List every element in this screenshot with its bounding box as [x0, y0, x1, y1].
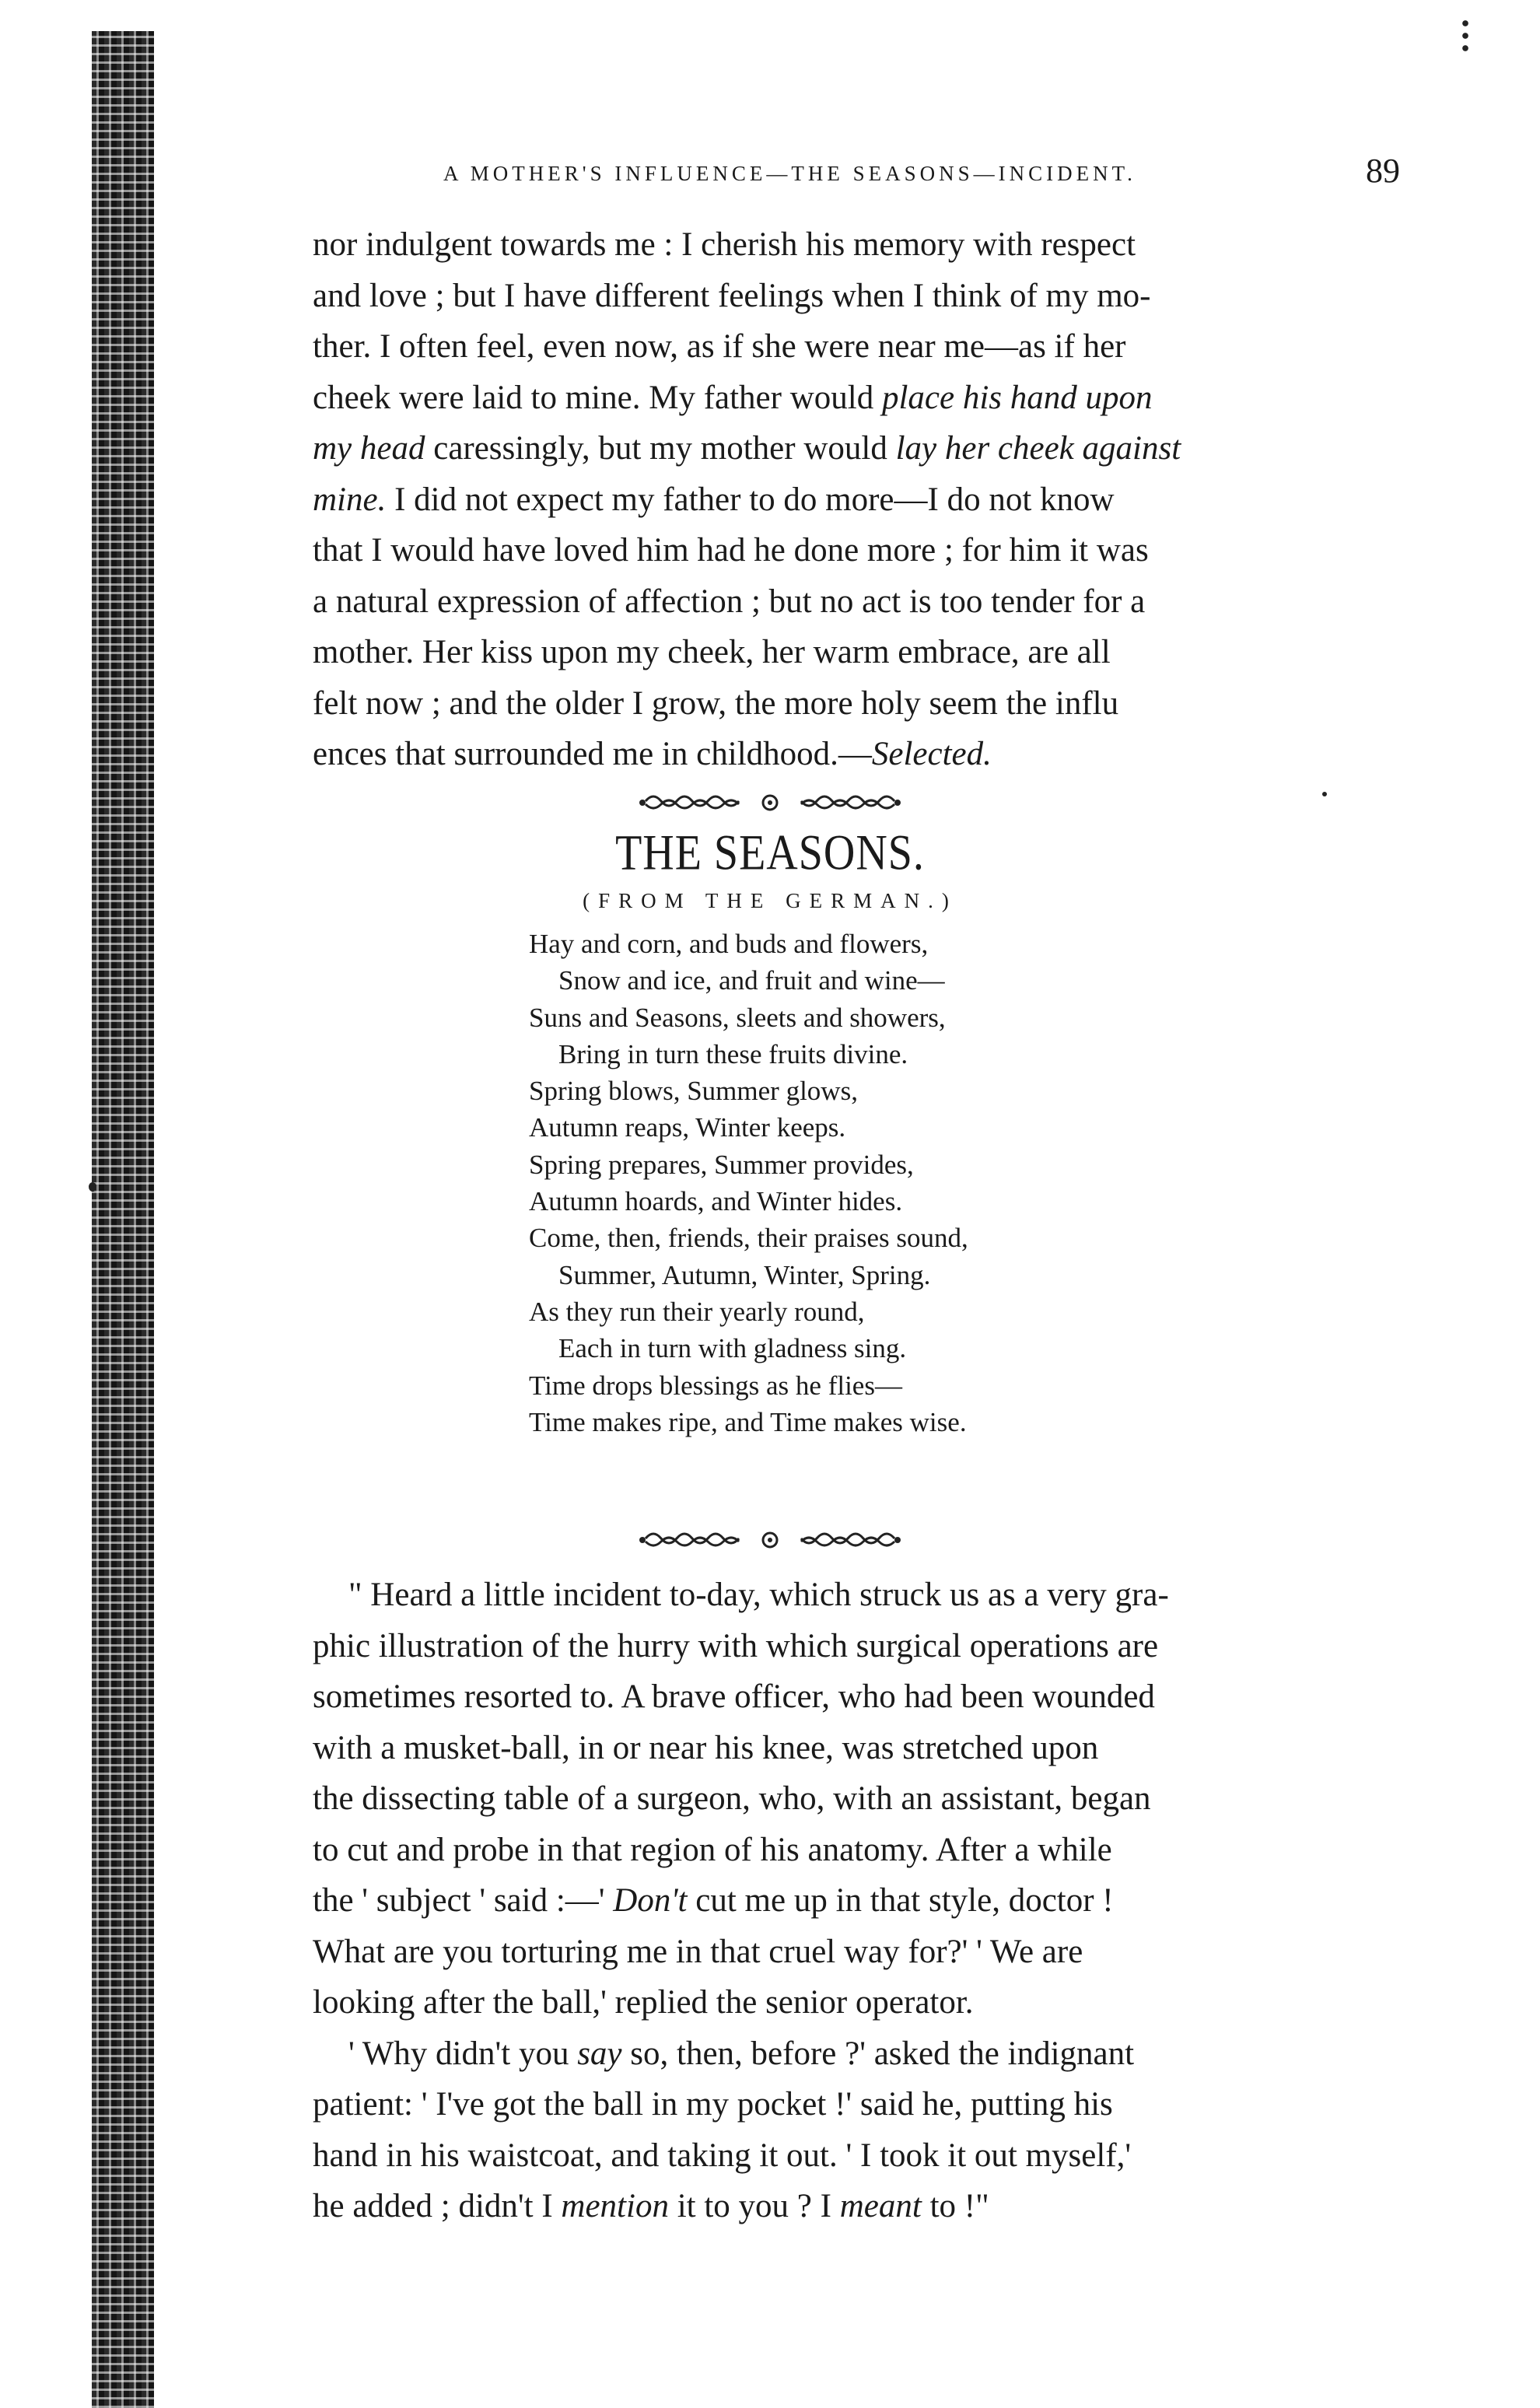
- text-line: felt now ; and the older I grow, the more holy seem the influ: [313, 684, 1119, 722]
- text-line: phic illustration of the hurry with which surgical operations are: [313, 1627, 1159, 1664]
- text-line: ences that surrounded me in childhood.—Selected.: [313, 736, 992, 772]
- poem-line: Time makes ripe, and Time makes wise.: [529, 1406, 967, 1437]
- edge-dots: [1462, 17, 1468, 53]
- poem-line: Hay and corn, and buds and flowers,: [529, 929, 929, 959]
- text-line: cheek were laid to mine. My father would place his hand upon: [313, 379, 1153, 416]
- text-line: my head caressingly, but my mother would lay her cheek against: [313, 430, 1181, 467]
- text-line: ' Why didn't you say so, then, before ?' asked the indignant: [348, 2035, 1135, 2072]
- ornament-divider: [638, 1523, 902, 1554]
- poem-line: Autumn reaps, Winter keeps.: [529, 1112, 846, 1143]
- poem-line: Bring in turn these fruits divine.: [558, 1038, 908, 1069]
- text-line: the ' subject ' said :—' Don't cut me up in that style, doctor !: [313, 1882, 1114, 1919]
- text-line: a natural expression of affection ; but no act is too tender for a: [313, 583, 1146, 620]
- poem-line: Autumn hoards, and Winter hides.: [529, 1186, 903, 1217]
- text-line: hand in his waistcoat, and taking it out. ' I took it out myself,': [313, 2137, 1132, 2174]
- poem-line: Each in turn with gladness sing.: [558, 1333, 907, 1364]
- stray-mark: [89, 1182, 96, 1192]
- poem-subtitle: (FROM THE GERMAN.): [583, 889, 957, 912]
- text-line: the dissecting table of a surgeon, who, with an assistant, began: [313, 1780, 1151, 1817]
- running-head: A MOTHER'S INFLUENCE—THE SEASONS—INCIDENT.: [443, 162, 1136, 185]
- text-line: to cut and probe in that region of his anatomy. After a while: [313, 1831, 1112, 1868]
- text-line: sometimes resorted to. A brave officer, who had been wounded: [313, 1678, 1155, 1715]
- poem-line: Spring blows, Summer glows,: [529, 1076, 858, 1107]
- ornament-divider: [638, 786, 902, 817]
- text-line: he added ; didn't I mention it to you ? I meant to !": [313, 2188, 989, 2224]
- poem-title: THE SEASONS.: [615, 825, 925, 881]
- poem-line: Snow and ice, and fruit and wine—: [558, 965, 945, 996]
- text-line: mother. Her kiss upon my cheek, her warm embrace, are all: [313, 634, 1111, 670]
- poem-line: Time drops blessings as he flies—: [529, 1370, 902, 1401]
- stray-mark: [1322, 792, 1327, 796]
- poem-line: Summer, Autumn, Winter, Spring.: [558, 1259, 931, 1290]
- book-binding-edge: [92, 31, 154, 2408]
- paragraph-incident: [313, 1570, 1402, 2232]
- poem-line: Spring prepares, Summer provides,: [529, 1149, 914, 1180]
- text-line: and love ; but I have different feelings when I think of my mo-: [313, 277, 1151, 314]
- text-line: ther. I often feel, even now, as if she were near me—as if her: [313, 328, 1126, 365]
- text-line: nor indulgent towards me : I cherish his memory with respect: [313, 226, 1136, 263]
- text-line: mine. I did not expect my father to do more—I do not know: [313, 481, 1115, 518]
- text-line: with a musket-ball, in or near his knee, was stretched upon: [313, 1729, 1099, 1766]
- poem-line: As they run their yearly round,: [529, 1296, 865, 1327]
- text-line: that I would have loved him had he done more ; for him it was: [313, 532, 1149, 569]
- poem-line: Come, then, friends, their praises sound,: [529, 1223, 968, 1254]
- page-header: [327, 152, 1400, 202]
- text-line: looking after the ball,' replied the senior operator.: [313, 1984, 974, 2021]
- poem-line: Suns and Seasons, sleets and showers,: [529, 1002, 946, 1033]
- text-line: patient: ' I've got the ball in my pocket !' said he, putting his: [313, 2086, 1113, 2123]
- paragraph-mother: [313, 219, 1402, 780]
- text-line: What are you torturing me in that cruel way for?' ' We are: [313, 1933, 1083, 1970]
- poem-body: [529, 926, 1229, 1440]
- text-line: " Heard a little incident to-day, which struck us as a very gra-: [348, 1577, 1169, 1613]
- page-number: 89: [1366, 152, 1400, 190]
